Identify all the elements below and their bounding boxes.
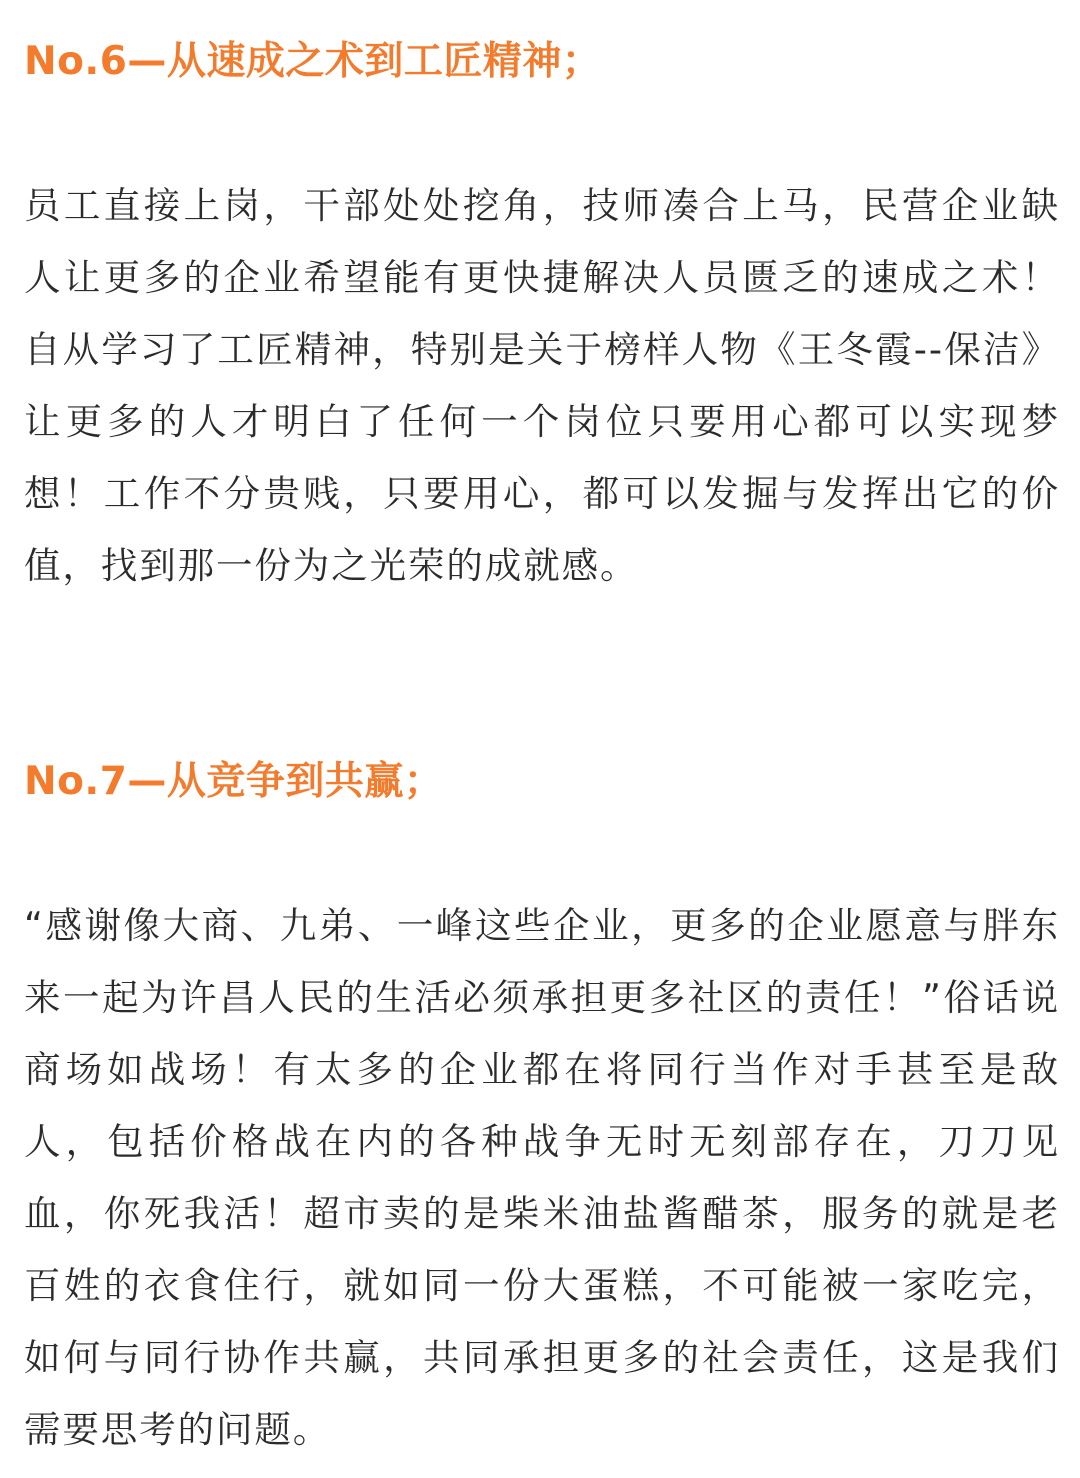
section-heading-no6: No.6—从速成之术到工匠精神； [24, 39, 602, 84]
section-body-no7: “感谢像大商、九弟、一峰这些企业，更多的企业愿意与胖东来一起为许昌人民的生活必须承担更多社区的责任！”俗话说商场如战场！有太多的企业都在将同行当作对手甚至是敌人，包括价格战在内的各种战争无时无刻部存在，刀刀见血，你死我活！超市卖的是柴米油盐酱醋茶，服务的就是老百姓的衣食住行，就如同一份大蛋糕，不可能被一家吃完，如何与同行协作共赢，共同承担更多的社会责任，这是我们需要思考的问题。 [24, 904, 1060, 1451]
section-heading-no7: No.7—从竞争到共赢； [24, 759, 444, 804]
section-body-no6: 员工直接上岗，干部处处挖角，技师凑合上马，民营企业缺人让更多的企业希望能有更快捷解决人员匮乏的速成之术！自从学习了工匠精神，特别是关于榜样人物《王冬霞--保洁》让更多的人才明白了任何一个岗位只要用心都可以实现梦想！工作不分贵贱，只要用心，都可以发掘与发挥出它的价值，找到那一份为之光荣的成就感。 [24, 184, 1060, 587]
